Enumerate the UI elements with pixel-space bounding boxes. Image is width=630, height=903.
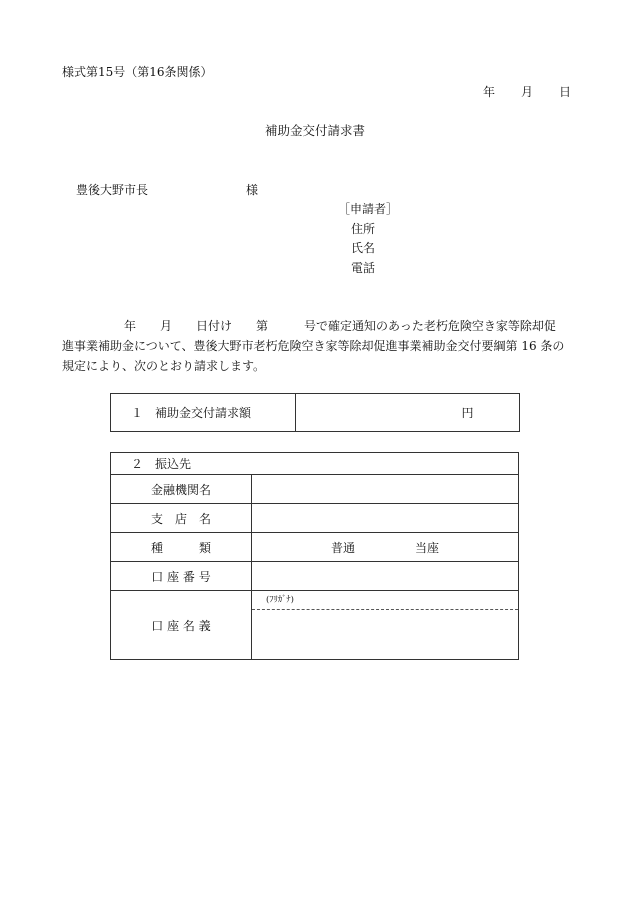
addressee-name: 豊後大野市長 [76, 183, 149, 197]
account-type-futsu[interactable]: 普通 [330, 540, 355, 555]
date-day-label: 日 [559, 85, 572, 99]
date-year-label: 年 [483, 85, 496, 99]
body-line-3: 規定により、次のとおり請求します。 [62, 359, 266, 373]
applicant-phone-label: 電話 [350, 260, 375, 275]
account-type-field[interactable] [252, 533, 519, 562]
branch-name-label: 支 店 名 [111, 504, 252, 533]
transfer-table [110, 452, 519, 660]
account-number-field[interactable] [252, 562, 519, 591]
bank-name-field[interactable] [252, 475, 519, 504]
yen-unit: 円 [461, 406, 474, 420]
bank-name-label: 金融機関名 [111, 475, 252, 504]
account-number-label: 口 座 番 号 [111, 562, 252, 591]
date-row [483, 84, 571, 100]
applicant-address-label: 住所 [350, 221, 375, 236]
account-name-field[interactable] [252, 591, 519, 660]
applicant-name-label: 氏名 [350, 241, 375, 255]
account-name-label: 口 座 名 義 [111, 591, 252, 660]
request-amount-label: １ 補助金交付請求額 [111, 394, 296, 432]
request-amount-field[interactable] [296, 394, 520, 432]
applicant-block [338, 200, 399, 278]
body-line-1: 年 月 日付け 第 号で確定通知のあった老朽危険空き家等除却促 [124, 319, 556, 333]
document-title: 補助金交付請求書 [264, 123, 365, 138]
furigana-label: (ﾌﾘｶﾞﾅ) [252, 591, 518, 610]
form-number: 様式第15号（第16条関係） [62, 65, 213, 79]
account-type-label: 種 類 [111, 533, 252, 562]
applicant-heading: ［申請者］ [338, 202, 399, 216]
request-body-text [62, 316, 572, 376]
addressee-honorific: 様 [246, 183, 259, 197]
body-line-2: 進事業補助金について、豊後大野市老朽危険空き家等除却促進事業補助金交付要綱第 16 条の [62, 339, 565, 353]
branch-name-field[interactable] [252, 504, 519, 533]
date-month-label: 月 [521, 85, 534, 99]
request-amount-table [110, 393, 520, 432]
account-type-toza[interactable]: 当座 [415, 540, 440, 555]
transfer-heading: ２ 振込先 [111, 453, 519, 475]
